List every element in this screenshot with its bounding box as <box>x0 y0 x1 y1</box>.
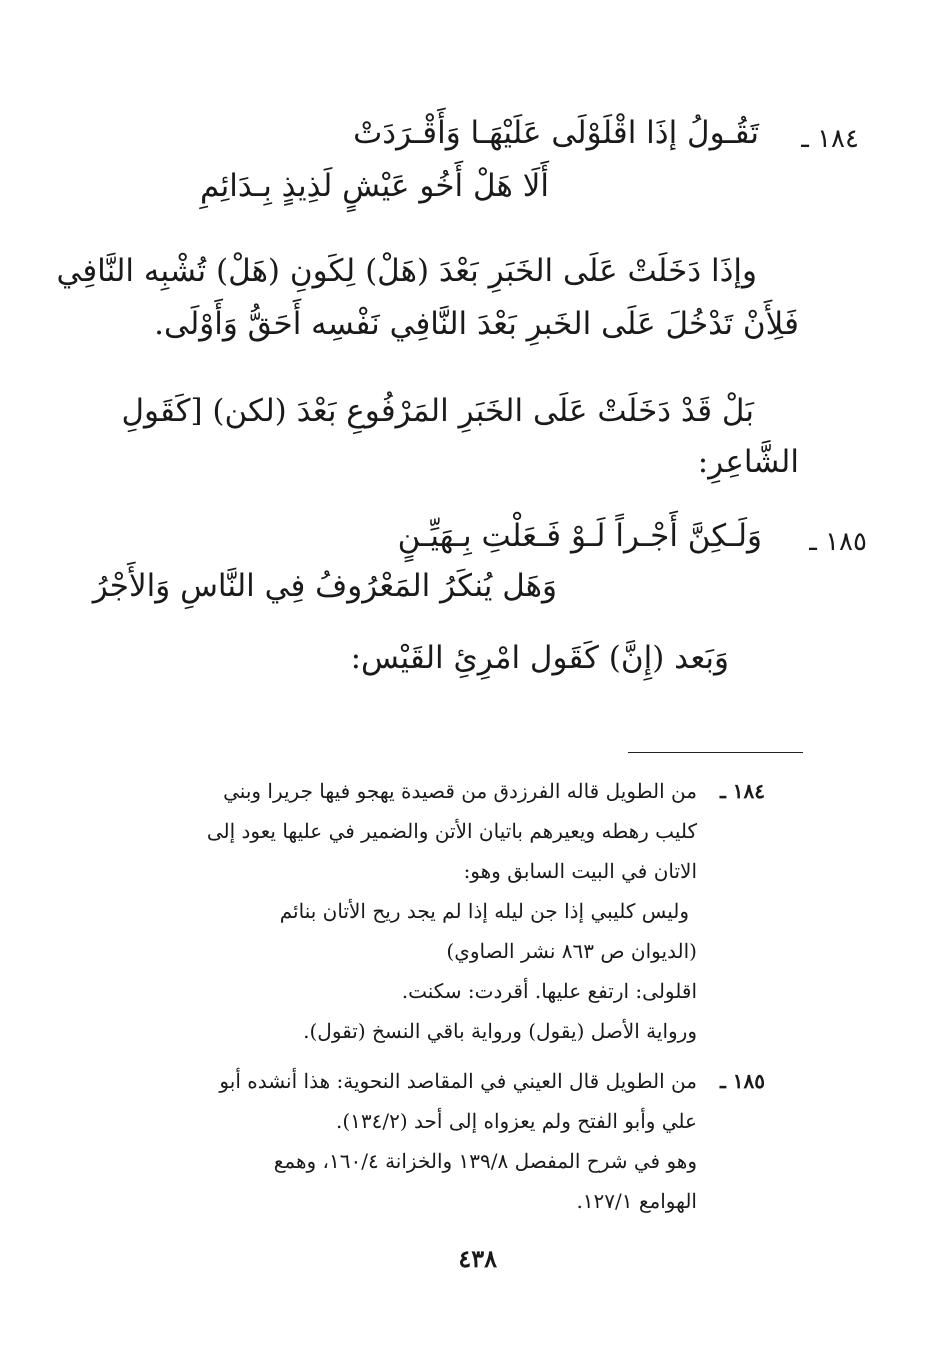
verse-184-hemistich-1: تَقُـولُ إذَا اقْلَوْلَى عَلَيْهَـا وَأَقْـرَدَتْ <box>353 115 759 151</box>
footnote-184-line-2: كليب رهطه ويعيرهم باتيان الأتن والضمير في عليها يعود إلى <box>206 819 697 843</box>
footnote-185-line-1: من الطويل قال العيني في المقاصد النحوية: هذا أنشده أبو <box>219 1069 697 1093</box>
prose-para1-line2: فَلِأَنْ تَدْخُلَ عَلَى الخَبرِ بَعْدَ النَّافِي نَفْسِه أَحَقُّ وَأَوْلَى. <box>154 306 799 342</box>
footnote-185-line-4: الهوامع ١٢٧/١. <box>576 1189 697 1213</box>
verse-number-185: ١٨٥ ـ <box>809 527 867 557</box>
verse-184-hemistich-2: أَلَا هَلْ أَخُو عَيْشٍ لَذِيذٍ بِـدَائِمِ <box>199 168 549 204</box>
prose-para1-line1: وإذَا دَخَلَتْ عَلَى الخَبَرِ بَعْدَ (هَلْ) لِكَونِ (هَلْ) تُشْبِه النَّافِي <box>56 253 757 289</box>
prose-para2-line2: الشَّاعِرِ: <box>697 444 799 480</box>
verse-185-hemistich-1: وَلَـكِنَّ أَجْـراً لَـوْ فَـعَلْتِ بِـهَيِّـنٍ <box>397 518 762 554</box>
footnote-184-line-7: ورواية الأصل (يقول) ورواية باقي النسخ (تقول). <box>303 1019 697 1043</box>
footnote-185-line-3: وهو في شرح المفصل ١٣٩/٨ والخزانة ١٦٠/٤، وهمع <box>273 1149 697 1173</box>
footnote-184-line-5: (الديوان ص ٨٦٣ نشر الصاوي) <box>446 939 697 963</box>
prose-para3-line1: وَبَعد (إِنَّ) كَقَول امْرِئِ القَيْس: <box>350 640 729 676</box>
verse-number-184: ١٨٤ ـ <box>801 124 859 154</box>
footnote-184-line-6: اقلولى: ارتفع عليها. أقردت: سكنت. <box>401 979 697 1003</box>
footnote-184-line-4: وليس كليبي إذا جن ليله إذا لم يجد ريح الأتان بنائم <box>279 899 689 923</box>
verse-185-hemistich-2: وَهَل يُنكَرُ المَعْرُوفُ فِي النَّاسِ وَالأَجْرُ <box>92 568 557 604</box>
footnote-185-line-2: علي وأبو الفتح ولم يعزواه إلى أحد (١٣٤/٢). <box>336 1109 697 1133</box>
footnote-number-184: ١٨٤ ـ <box>719 779 765 803</box>
footnote-separator <box>628 752 803 753</box>
footnote-184-line-3: الاتان في البيت السابق وهو: <box>463 859 697 883</box>
page-number: ٤٣٨ <box>458 1244 497 1273</box>
prose-para2-line1: بَلْ قَدْ دَخَلَتْ عَلَى الخَبَرِ المَرْفُوعِ بَعْدَ (لكن) [كَقَولِ <box>121 393 754 429</box>
footnote-number-185: ١٨٥ ـ <box>719 1069 765 1093</box>
footnote-184-line-1: من الطويل قاله الفرزدق من قصيدة يهجو فيها جريرا وبني <box>223 779 697 803</box>
